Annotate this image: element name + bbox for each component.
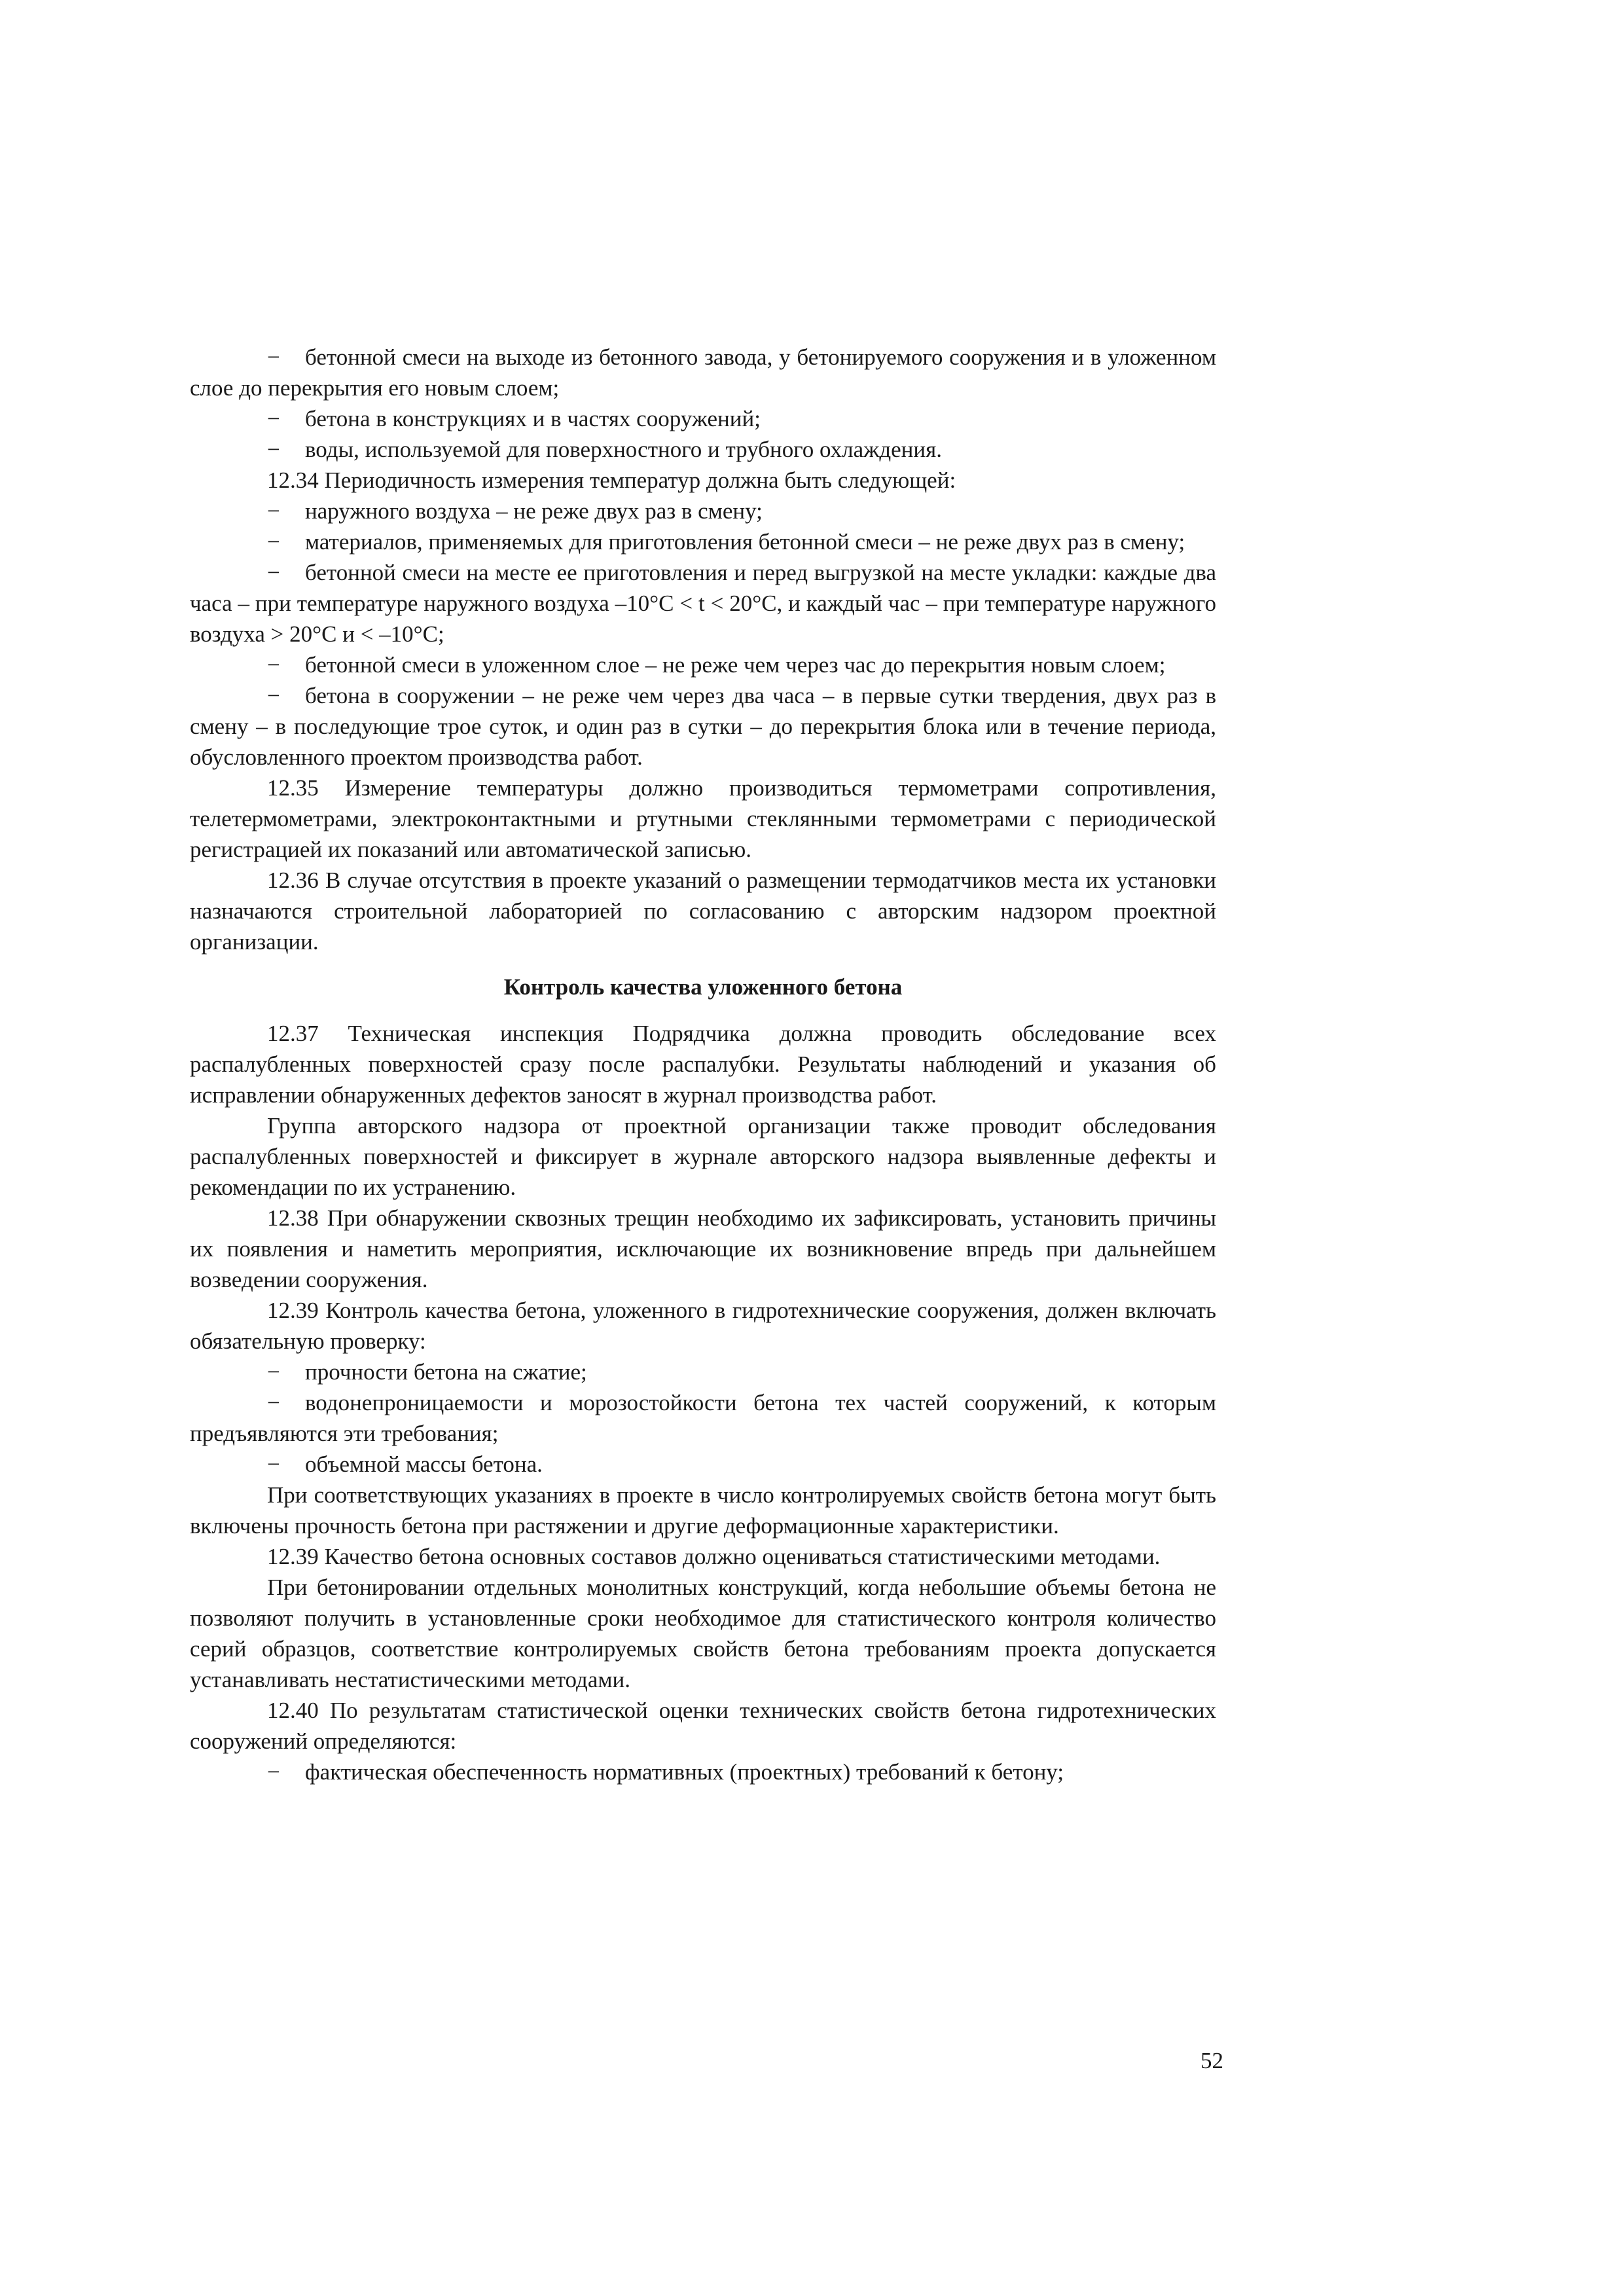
list-item	[190, 1757, 1216, 1787]
dash-bullet: −	[267, 1390, 280, 1415]
list-item-text: прочности бетона на сжатие;	[305, 1359, 587, 1385]
dash-bullet: −	[267, 1759, 280, 1785]
page-body	[190, 342, 1216, 1787]
list-item-text: фактическая обеспеченность нормативных (проектных) требований к бетону;	[305, 1759, 1064, 1785]
list-item	[190, 526, 1216, 557]
list-item-text: бетона в конструкциях и в частях сооружений;	[305, 406, 761, 431]
list-item	[190, 434, 1216, 465]
dash-bullet: −	[267, 1451, 280, 1477]
list-item	[190, 496, 1216, 526]
list-item	[190, 557, 1216, 649]
list-item-text: водонепроницаемости и морозостойкости бетона тех частей сооружений, к которым предъявляются эти требования;	[190, 1390, 1216, 1446]
list-item-text: наружного воздуха – не реже двух раз в смену;	[305, 498, 763, 524]
paragraph: 12.37 Техническая инспекция Подрядчика должна проводить обследование всех распалубленных поверхностей сразу после распалубки. Результаты наблюдений и указания об исправлении обнаруженных дефектов заносят в журнал производства работ.	[190, 1021, 1216, 1108]
paragraph: 12.38 При обнаружении сквозных трещин необходимо их зафиксировать, установить причины их появления и наметить мероприятия, исключающие их возникновение впредь при дальнейшем возведении сооружения.	[190, 1205, 1216, 1292]
dash-bullet: −	[267, 406, 280, 431]
page-number: 52	[1200, 2048, 1223, 2073]
list-item	[190, 680, 1216, 773]
dash-bullet: −	[267, 560, 280, 585]
paragraph: 12.36 В случае отсутствия в проекте указаний о размещении термодатчиков места их установки назначаются строительной лабораторией по согласованию с авторским надзором проектной организации.	[190, 867, 1216, 955]
dash-bullet: −	[267, 1359, 280, 1385]
paragraph: 12.40 По результатам статистической оценки технических свойств бетона гидротехнических сооружений определяются:	[190, 1698, 1216, 1754]
list-item	[190, 403, 1216, 434]
section-heading: Контроль качества уложенного бетона	[503, 974, 903, 1000]
dash-bullet: −	[267, 344, 280, 370]
list-item-text: объемной массы бетона.	[305, 1451, 543, 1477]
paragraph: 12.34 Периодичность измерения температур должна быть следующей:	[267, 467, 956, 493]
dash-bullet: −	[267, 652, 280, 678]
list-item	[190, 649, 1216, 680]
paragraph: Группа авторского надзора от проектной организации также проводит обследования распалубленных поверхностей и фиксирует в журнале авторского надзора выявленные дефекты и рекомендации по их устранению.	[190, 1113, 1216, 1200]
paragraph: 12.39 Контроль качества бетона, уложенного в гидротехнические сооружения, должен включать обязательную проверку:	[190, 1298, 1216, 1354]
list-item-text: материалов, применяемых для приготовления бетонной смеси – не реже двух раз в смену;	[305, 529, 1185, 555]
dash-bullet: −	[267, 498, 280, 524]
dash-bullet: −	[267, 683, 280, 708]
dash-bullet: −	[267, 437, 280, 462]
paragraph: 12.35 Измерение температуры должно производиться термометрами сопротивления, телетермометрами, электроконтактными и ртутными стеклянными термометрами с периодической регистрацией их показаний или автоматической записью.	[190, 775, 1216, 862]
list-item-text: бетонной смеси в уложенном слое – не реже чем через час до перекрытия новым слоем;	[305, 652, 1166, 678]
list-item	[190, 1387, 1216, 1449]
list-item-text: воды, используемой для поверхностного и трубного охлаждения.	[305, 437, 942, 462]
list-item-text: бетонной смеси на выходе из бетонного завода, у бетонируемого сооружения и в уложенном слое до перекрытия его новым слоем;	[190, 344, 1216, 401]
paragraph: При бетонировании отдельных монолитных конструкций, когда небольшие объемы бетона не позволяют получить в установленные сроки необходимое для статистического контроля количество серий образцов, соответствие контролируемых свойств бетона требованиям проекта допускается устанавливать нестатистическими методами.	[190, 1575, 1216, 1692]
list-item-text: бетона в сооружении – не реже чем через два часа – в первые сутки твердения, двух раз в смену – в последующие трое суток, и один раз в сутки – до перекрытия блока или в течение периода, обусловленного проектом производства работ.	[190, 683, 1216, 770]
list-item	[190, 342, 1216, 403]
list-item	[190, 1357, 1216, 1387]
paragraph: 12.39 Качество бетона основных составов должно оцениваться статистическими методами.	[267, 1544, 1161, 1569]
dash-bullet: −	[267, 529, 280, 555]
paragraph: При соответствующих указаниях в проекте в число контролируемых свойств бетона могут быть включены прочность бетона при растяжении и другие деформационные характеристики.	[190, 1482, 1216, 1539]
list-item	[190, 1449, 1216, 1480]
list-item-text: бетонной смеси на месте ее приготовления и перед выгрузкой на месте укладки: каждые два часа – при температуре наружного воздуха –10°С < t < 20°С, и каждый час – при температуре наружного воздуха > 20°С и < –10°С;	[190, 560, 1216, 647]
